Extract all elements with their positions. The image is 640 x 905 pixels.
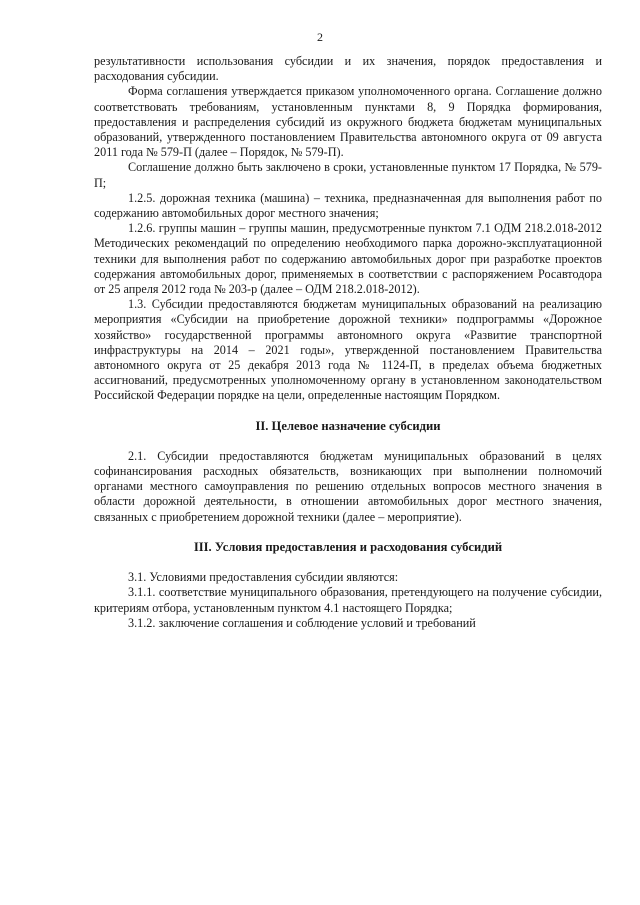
paragraph: 3.1.1. соответствие муниципального образования, претендующего на получение субсидии, критериям отбора, установленным пунктом 4.1 настоящего Порядка;	[94, 585, 602, 615]
paragraph: 1.2.5. дорожная техника (машина) – техника, предназначенная для выполнения работ по содержанию автомобильных дорог местного значения;	[94, 190, 602, 221]
document-body	[94, 54, 602, 631]
paragraph: 3.1.2. заключение соглашения и соблюдение условий и требований	[128, 615, 476, 630]
paragraph: Соглашение должно быть заключено в сроки, установленные пунктом 17 Порядка, № 579-П;	[94, 160, 602, 190]
paragraph: результативности использования субсидии и их значения, порядок предоставления и расходования субсидии.	[94, 54, 602, 84]
page-number: 2	[317, 30, 323, 44]
section-heading: II. Целевое назначение субсидии	[255, 418, 441, 433]
section-heading: III. Условия предоставления и расходования субсидий	[193, 539, 503, 554]
paragraph: 3.1. Условиями предоставления субсидии являются:	[128, 570, 399, 585]
paragraph: 1.2.6. группы машин – группы машин, предусмотренные пунктом 7.1 ОДМ 218.2.018-2012 Методических рекомендаций по определению необходимого парка дорожно-эксплуатационной техники для выполнения работ по содержанию автомобильных дорог при разработке проектов содержания автомобильных дорог, применяемых в соответствии с распоряжением Росавтодора от 25 апреля 2012 года № 203-р (далее – ОДМ 218.2.018-2012).	[94, 221, 602, 297]
paragraph: 2.1. Субсидии предоставляются бюджетам муниципальных образований в целях софинансирования расходных обязательств, возникающих при выполнении полномочий органами местного самоуправления по решению отдельных вопросов местного значения в области дорожной деятельности, в отношении автомобильных дорог местного значения, связанных с приобретением дорожной техники (далее – мероприятие).	[94, 448, 602, 524]
paragraph: Форма соглашения утверждается приказом уполномоченного органа. Соглашение должно соответствовать требованиям, установленным пунктами 8, 9 Порядка формирования, предоставления и распределения субсидий из окружного бюджета бюджетам муниципальных образований, утвержденного постановлением Правительства автономного округа от 09 августа 2011 года № 579-П (далее – Порядок, № 579-П).	[94, 84, 602, 160]
paragraph: 1.3. Субсидии предоставляются бюджетам муниципальных образований на реализацию мероприятия «Субсидии на приобретение дорожной техники» подпрограммы «Дорожное хозяйство» государственной программы автономного округа «Развитие транспортной инфраструктуры на 2014 – 2021 годы», утвержденной постановлением Правительства автономного округа от 25 декабря 2013 года № 1124-П, в пределах объема бюджетных ассигнований, предусмотренных уполномоченному органу в установленном законодательством Российской Федерации порядке на цели, определенные настоящим Порядком.	[94, 297, 602, 403]
